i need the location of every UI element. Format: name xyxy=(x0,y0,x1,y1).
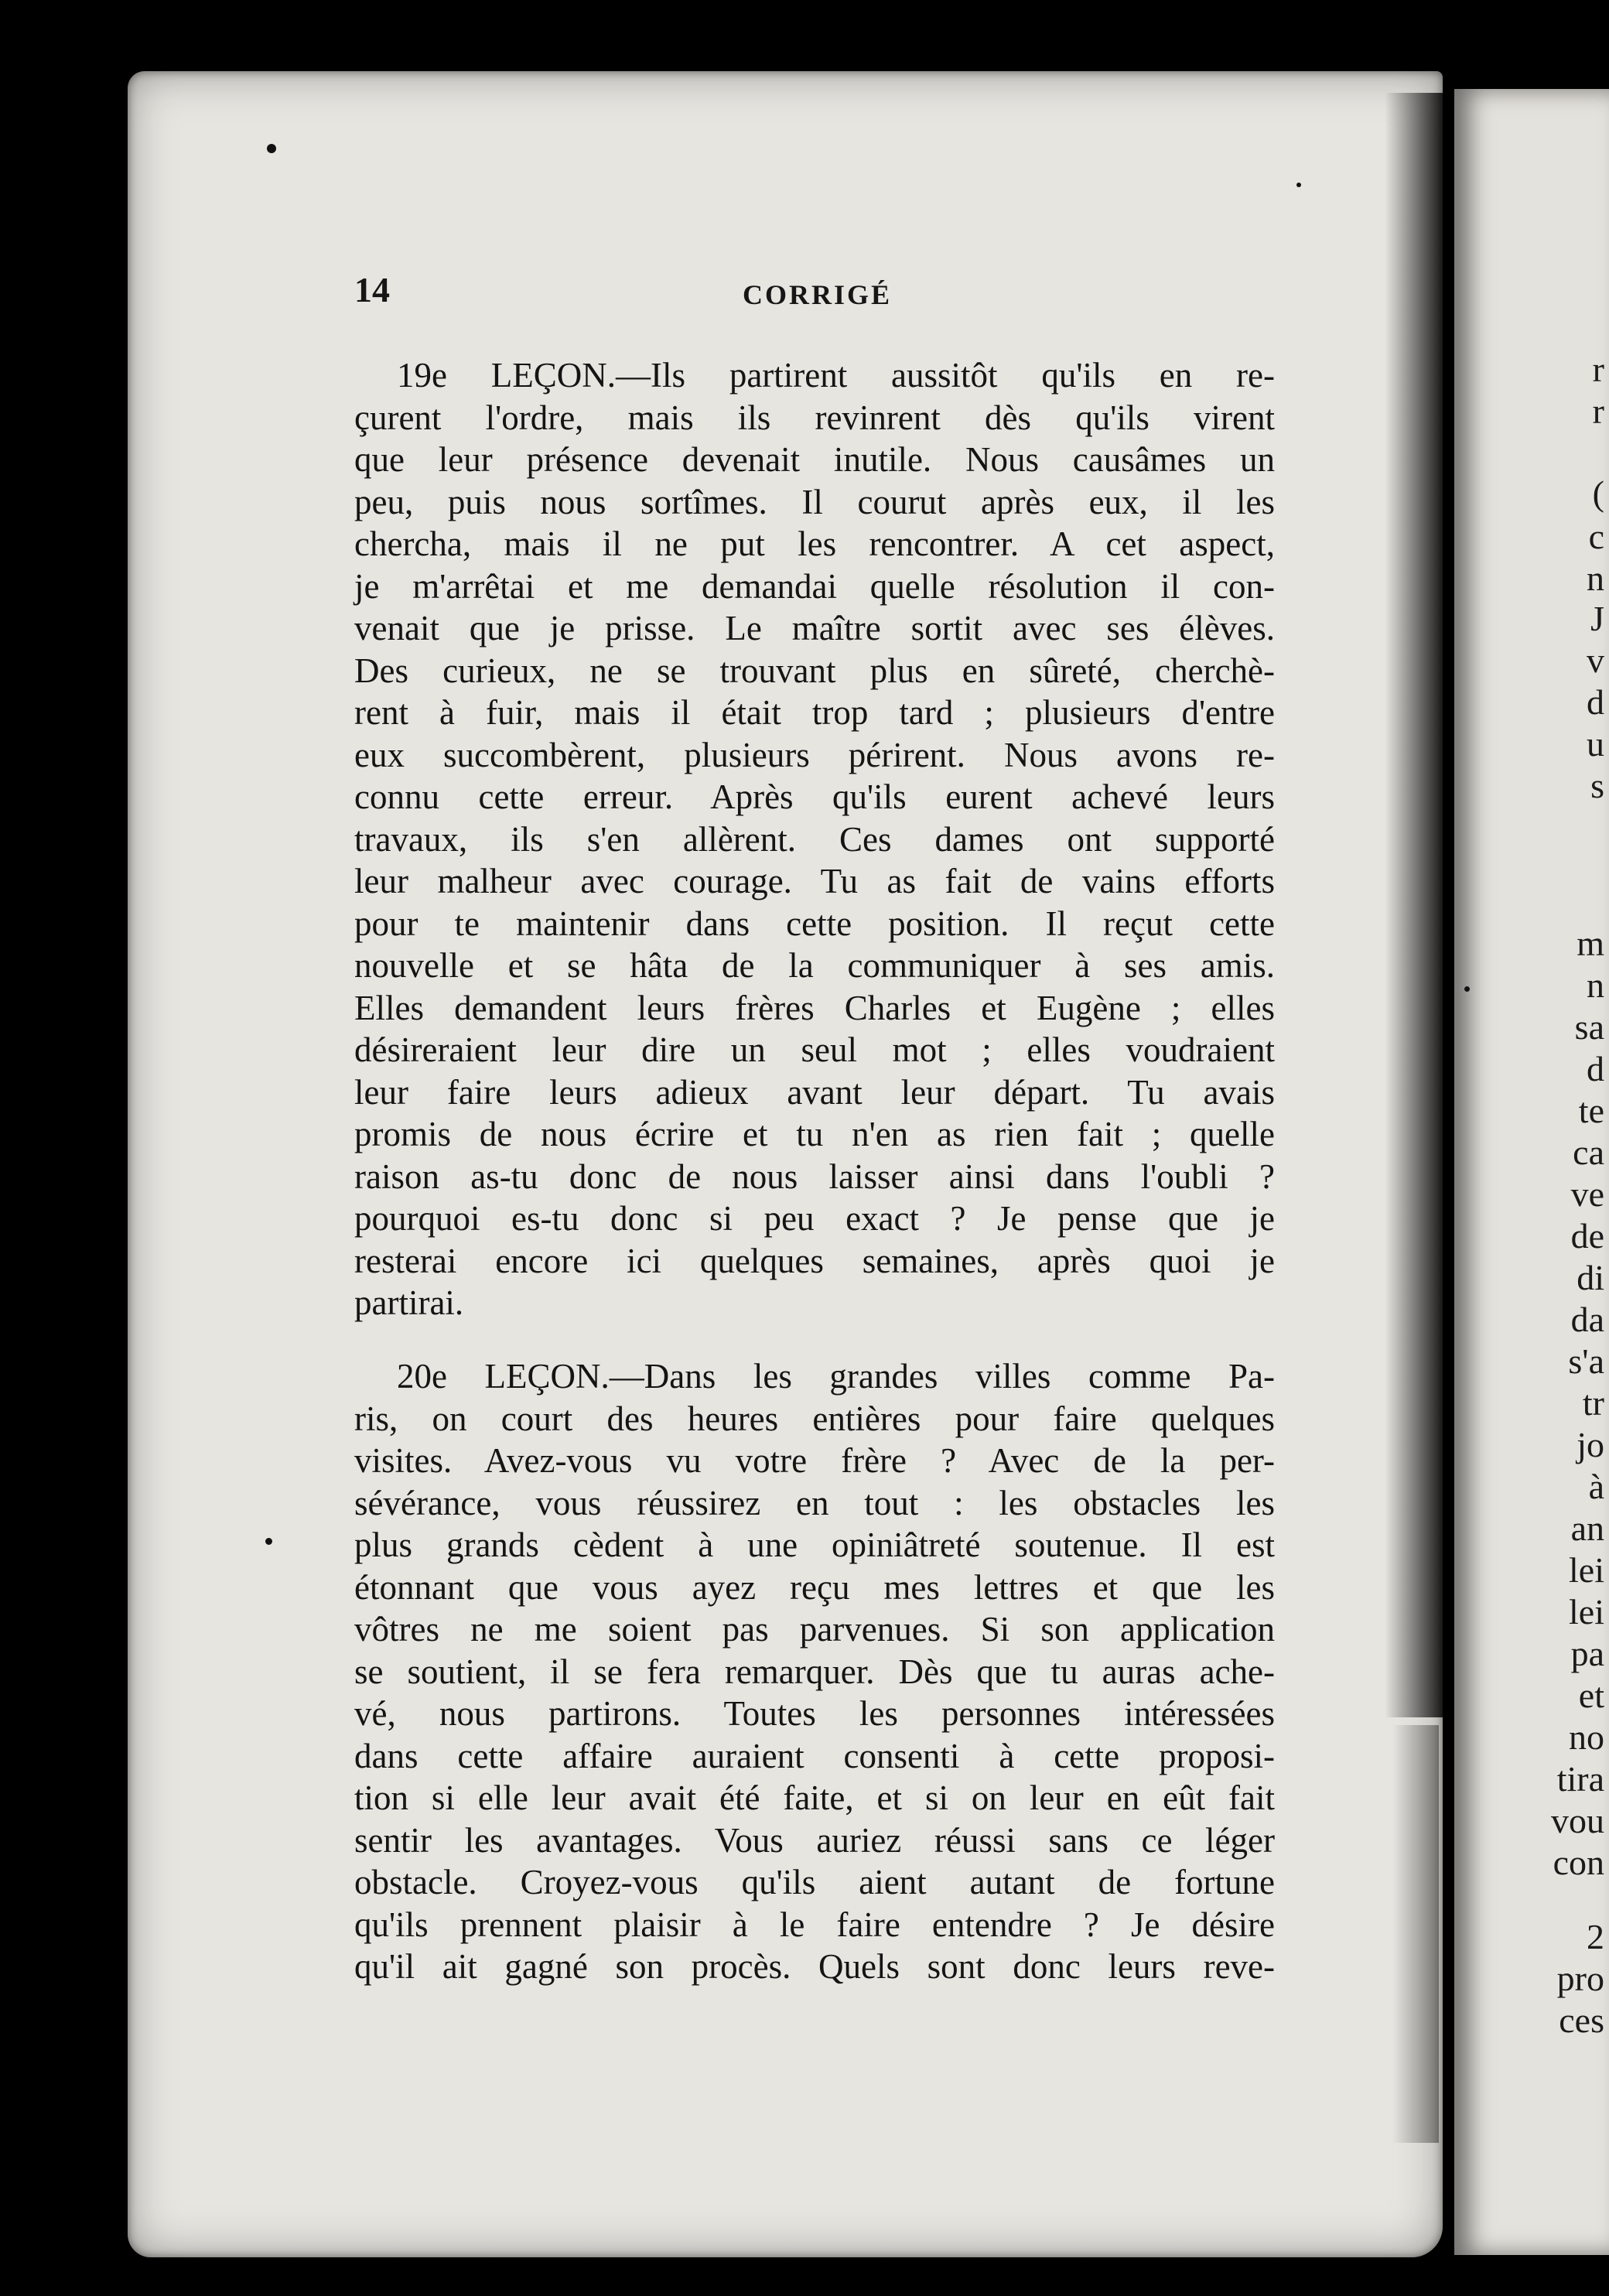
text-line: Des curieux, ne se trouvant plus en sûreté, cherchè- xyxy=(354,651,1275,690)
text-line: resterai encore ici quelques semaines, après quoi je xyxy=(354,1241,1275,1280)
text-line: qu'il ait gagné son procès. Quels sont donc leurs reve- xyxy=(354,1947,1275,1986)
facing-fragment: tr xyxy=(1582,1383,1604,1423)
facing-fragment: sa xyxy=(1574,1007,1604,1047)
text-line: qu'ils prennent plaisir à le faire entendre ? Je désire xyxy=(354,1905,1275,1944)
facing-fragment: s xyxy=(1590,766,1604,805)
text-line: sentir les avantages. Vous auriez réussi sans ce léger xyxy=(354,1820,1275,1860)
facing-fragment: d xyxy=(1587,682,1604,722)
lesson-20-paragraph xyxy=(354,1355,1275,1988)
facing-fragment: con xyxy=(1553,1843,1604,1882)
facing-fragment: jo xyxy=(1577,1425,1604,1464)
facing-fragment: s'a xyxy=(1568,1341,1604,1381)
text-line: plus grands cèdent à une opiniâtreté soutenue. Il est xyxy=(354,1526,1275,1564)
facing-fragment: te xyxy=(1578,1091,1604,1130)
text-line: étonnant que vous ayez reçu mes lettres et que les xyxy=(354,1567,1275,1607)
text-line: pourquoi es-tu donc si peu exact ? Je pense que je xyxy=(354,1199,1275,1238)
facing-fragment: d xyxy=(1587,1049,1604,1088)
facing-fragment: r xyxy=(1592,350,1604,389)
facing-fragment: n xyxy=(1587,559,1604,598)
text-line: çurent l'ordre, mais ils revinrent dès qu'ils virent xyxy=(354,398,1275,437)
text-line: ris, on court des heures entières pour faire quelques xyxy=(354,1399,1275,1438)
text-line: tion si elle leur avait été faite, et si on leur en eût fait xyxy=(354,1778,1275,1817)
facing-fragment: tira xyxy=(1556,1759,1604,1799)
facing-fragment: an xyxy=(1570,1508,1604,1548)
facing-fragment: m xyxy=(1577,924,1604,963)
facing-fragment: J xyxy=(1590,599,1604,638)
scan-speck xyxy=(265,1538,272,1545)
scan-speck xyxy=(1296,183,1301,187)
facing-fragment: u xyxy=(1587,724,1604,764)
text-line: pour te maintenir dans cette position. Il reçut cette xyxy=(354,904,1275,943)
text-line: promis de nous écrire et tu n'en as rien fait ; quelle xyxy=(354,1115,1275,1153)
facing-fragment: lei xyxy=(1569,1550,1604,1590)
facing-fragment: ces xyxy=(1559,2000,1604,2040)
text-line: dans cette affaire auraient consenti à cette proposi- xyxy=(354,1736,1275,1775)
text-line: eux succombèrent, plusieurs périrent. Nous avons re- xyxy=(354,735,1275,774)
facing-fragment: 2 xyxy=(1587,1917,1604,1956)
facing-fragment: no xyxy=(1569,1717,1604,1757)
facing-fragment: ( xyxy=(1592,473,1604,513)
text-line: Elles demandent leurs frères Charles et Eugène ; elles xyxy=(354,988,1275,1027)
text-line: chercha, mais il ne put les rencontrer. A cet aspect, xyxy=(354,524,1275,563)
facing-fragment: ve xyxy=(1570,1174,1604,1214)
text-line: leur faire leurs adieux avant leur départ. Tu avais xyxy=(354,1072,1275,1112)
text-line: leur malheur avec courage. Tu as fait de vains efforts xyxy=(354,862,1275,900)
text-line: 19e LEÇON.—Ils partirent aussitôt qu'ils en re- xyxy=(397,356,1275,395)
text-line: venait que je prisse. Le maître sortit avec ses élèves. xyxy=(354,609,1275,647)
facing-fragment: vou xyxy=(1551,1801,1604,1840)
scan-speck xyxy=(1464,986,1470,992)
text-line: visites. Avez-vous vu votre frère ? Avec de la per- xyxy=(354,1441,1275,1480)
facing-fragment: et xyxy=(1578,1676,1604,1715)
lesson-19-paragraph xyxy=(354,354,1275,1324)
text-line: rent à fuir, mais il était trop tard ; plusieurs d'entre xyxy=(354,693,1275,732)
facing-fragment: di xyxy=(1577,1258,1604,1297)
text-line: peu, puis nous sortîmes. Il courut après eux, il les xyxy=(354,482,1275,521)
facing-fragment: r xyxy=(1592,391,1604,431)
text-line: travaux, ils s'en allèrent. Ces dames ont supporté xyxy=(354,819,1275,859)
facing-fragment: à xyxy=(1588,1467,1604,1506)
text-line: je m'arrêtai et me demandai quelle résolution il con- xyxy=(354,566,1275,606)
page-number: 14 xyxy=(354,270,390,309)
facing-fragment: n xyxy=(1587,965,1604,1005)
binding-gutter-shadow-lower xyxy=(1392,1725,1439,2143)
facing-fragment: pa xyxy=(1570,1634,1604,1673)
text-line: connu cette erreur. Après qu'ils eurent achevé leurs xyxy=(354,777,1275,816)
binding-gutter-shadow xyxy=(1385,93,1454,1717)
facing-fragment: de xyxy=(1570,1216,1604,1256)
text-line: que leur présence devenait inutile. Nous causâmes un xyxy=(354,440,1275,479)
text-line: partirai. xyxy=(354,1283,464,1322)
facing-fragment: pro xyxy=(1556,1959,1604,1998)
facing-fragment: lei xyxy=(1569,1592,1604,1631)
scan-speck xyxy=(267,144,276,153)
text-line: 20e LEÇON.—Dans les grandes villes comme Pa- xyxy=(397,1357,1275,1396)
text-line: vôtres ne me soient pas parvenues. Si son application xyxy=(354,1610,1275,1649)
facing-fragment: ca xyxy=(1573,1133,1604,1172)
text-line: vé, nous partirons. Toutes les personnes intéressées xyxy=(354,1694,1275,1733)
facing-page xyxy=(1454,89,1609,2255)
text-line: obstacle. Croyez-vous qu'ils aient autant de fortune xyxy=(354,1863,1275,1901)
facing-fragment: da xyxy=(1570,1300,1604,1339)
text-line: raison as-tu donc de nous laisser ainsi dans l'oubli ? xyxy=(354,1157,1275,1196)
text-line: désireraient leur dire un seul mot ; elles voudraient xyxy=(354,1030,1275,1069)
facing-fragment: c xyxy=(1588,517,1604,556)
facing-fragment: v xyxy=(1587,641,1604,680)
text-line: nouvelle et se hâta de la communiquer à ses amis. xyxy=(354,946,1275,985)
text-line: se soutient, il se fera remarquer. Dès que tu auras ache- xyxy=(354,1652,1275,1691)
text-line: sévérance, vous réussirez en tout : les obstacles les xyxy=(354,1483,1275,1522)
running-head: CORRIGÉ xyxy=(743,279,893,310)
